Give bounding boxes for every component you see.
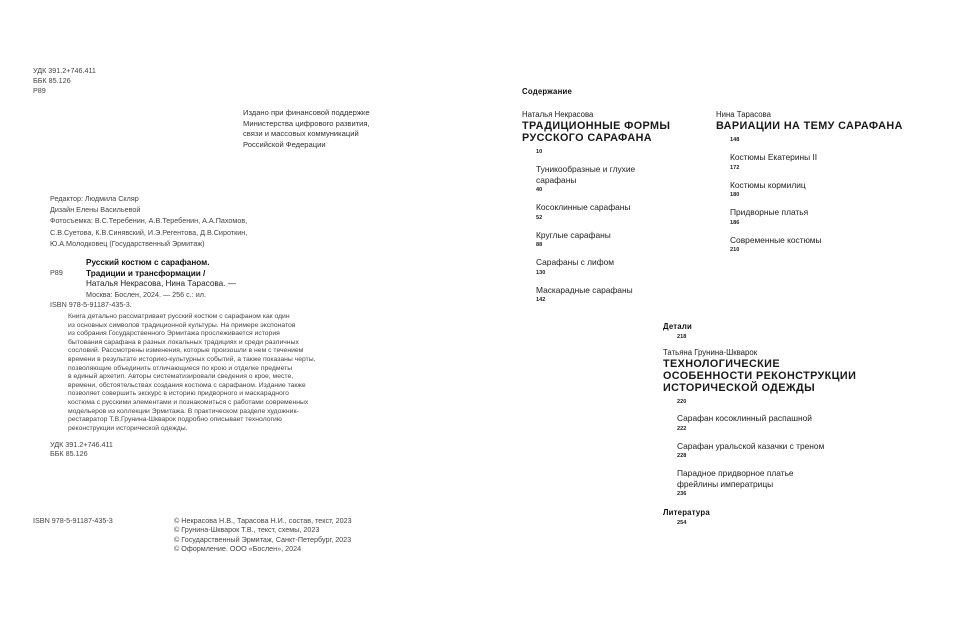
toc-literature-label: Литература xyxy=(663,508,710,517)
toc-page-number: 180 xyxy=(730,192,740,198)
toc-details[interactable] xyxy=(663,322,692,340)
isbn-bottom: ISBN 978-5-91187-435-3 xyxy=(33,516,113,525)
toc-page-number: 210 xyxy=(730,247,740,253)
toc-page-number: 130 xyxy=(536,269,546,276)
toc-page-number: 52 xyxy=(536,214,543,221)
toc-col-tarasova xyxy=(716,110,936,253)
book-record xyxy=(86,258,316,300)
copyrights xyxy=(174,516,352,554)
imprint-bottom xyxy=(50,440,113,458)
credit-photo-2: С.В.Суетова, К.В.Синявский, И.Э.Регентова, Д.В.Сироткин, xyxy=(50,227,248,237)
toc-item[interactable] xyxy=(730,152,936,171)
imprint-top xyxy=(33,66,96,96)
copyright-line: © Государственный Эрмитаж, Санкт-Петербург, 2023 xyxy=(174,534,352,544)
toc-item-label: Костюмы кормилиц xyxy=(730,179,806,190)
toc-page-number: 88 xyxy=(536,242,543,248)
toc-item-label: Сарафан уральской казачки с треном xyxy=(677,440,825,451)
toc-author: Татьяна Грунина-Шкварок xyxy=(663,348,758,357)
toc-item[interactable] xyxy=(536,230,712,249)
book-code: Р89 xyxy=(50,268,63,277)
toc-author: Наталья Некрасова xyxy=(522,110,594,119)
toc-item[interactable] xyxy=(677,441,923,460)
credit-photo-3: Ю.А.Молодковец (Государственный Эрмитаж) xyxy=(50,238,205,248)
toc-item[interactable] xyxy=(730,235,936,254)
toc-page-number: 218 xyxy=(677,334,687,340)
toc-page-number: 142 xyxy=(536,297,546,303)
toc-page-number: 148 xyxy=(730,137,740,143)
toc-item-label: Косоклинные сарафаны xyxy=(536,202,631,212)
credit-editor: Редактор: Людмила Скляр xyxy=(50,194,139,203)
isbn-mid: ISBN 978-5-91187-435-3. xyxy=(50,300,132,309)
udc-bottom: УДК 391.2+746.411 xyxy=(50,440,113,449)
toc-item[interactable] xyxy=(730,180,936,199)
toc-literature[interactable] xyxy=(663,508,710,526)
toc-author: Нина Тарасова xyxy=(716,110,771,119)
credits xyxy=(50,193,247,249)
bbk-bottom: ББК 85.126 xyxy=(50,449,88,458)
book-title: Русский костюм с сарафаном. Традиции и трансформации / xyxy=(86,258,210,278)
toc-section-title: ТРАДИЦИОННЫЕ ФОРМЫ РУССКОГО САРАФАНА xyxy=(522,120,671,144)
annotation: Книга детально рассматривает русский костюм с сарафаном как один из основных символов традиционной культуры. На примере экспонатов из собрания Государственного Эрмитажа прослеживается история бытования сарафана в разных локальных традициях и среди различных сословий. Рассмотрены изменения, которые произошли в нем с течением времени в результате историко-культурных событий, а также показаны черты, позволяющие объединить отличающиеся по крою и отделке предметы в единый архетип. Авторы систематизировали сведения о крое, месте, времени, обстоятельствах создания костюма с сарафаном. Издание также позволяет совершить экскурс в историю придворного и маскарадного костюма с русскими элементами и познакомиться с работами современных модельеров из коллекции Эрмитажа. В практическом разделе художник- реставратор Т.В.Грунина-Шкварок подробно описывает технологию реконструкции исторической одежды. xyxy=(68,313,316,432)
toc-page-number: 220 xyxy=(677,399,687,405)
toc-item[interactable] xyxy=(536,257,712,276)
book-authors: Наталья Некрасова, Нина Тарасова. — xyxy=(86,279,236,289)
credit-design: Дизайн Елены Васильевой xyxy=(50,205,141,215)
toc-item[interactable] xyxy=(536,202,712,221)
toc-item-label: Туникообразные и глухие сарафаны xyxy=(536,164,636,185)
toc-page-number: 172 xyxy=(730,164,740,171)
toc-section-title: ВАРИАЦИИ НА ТЕМУ САРАФАНА xyxy=(716,120,903,132)
toc-item-label: Придворные платья xyxy=(730,207,809,217)
toc-item[interactable] xyxy=(677,413,923,432)
toc-page-number: 254 xyxy=(677,520,687,526)
toc-page-number: 10 xyxy=(536,149,543,155)
toc-page-number: 222 xyxy=(677,425,687,432)
toc-item[interactable] xyxy=(677,468,923,497)
toc-item[interactable] xyxy=(536,164,712,193)
toc-title: Содержание xyxy=(522,87,573,96)
toc-item-label: Маскарадные сарафаны xyxy=(536,284,633,295)
toc-page-number: 40 xyxy=(536,187,543,193)
toc-item-label: Сарафаны с лифом xyxy=(536,257,615,267)
toc-col-nekrasova xyxy=(522,110,712,303)
toc-page-number: 236 xyxy=(677,491,687,497)
toc-page-number: 228 xyxy=(677,453,687,459)
copyright-line: © Грунина-Шкварок Т.В., текст, схемы, 2023 xyxy=(174,525,320,535)
toc-item[interactable] xyxy=(730,207,936,226)
toc-details-label: Детали xyxy=(663,322,692,331)
code-top: Р89 xyxy=(33,86,46,95)
toc-item[interactable] xyxy=(536,285,712,304)
funding-note: Издано при финансовой поддержке Министерства цифрового развития, связи и массовых коммуникаций Российской Федерации xyxy=(243,108,370,149)
copyright-line: © Оформление. ООО «Бослен», 2024 xyxy=(174,544,302,554)
toc-page-number: 186 xyxy=(730,219,740,226)
copyright-line: © Некрасова Н.В., Тарасова Н.И., состав, текст, 2023 xyxy=(174,516,352,525)
toc-item-label: Костюмы Екатерины II xyxy=(730,152,818,162)
toc-item-label: Сарафан косоклинный распашной xyxy=(677,413,812,423)
toc-col-grunina xyxy=(663,348,923,497)
toc-item-label: Круглые сарафаны xyxy=(536,229,611,240)
toc-item-label: Современные костюмы xyxy=(730,234,822,245)
toc-item-label: Парадное придворное платье фрейлины императрицы xyxy=(677,468,794,489)
credit-photo-1: Фотосъемка: В.С.Теребенин, А.В.Теребенин, А.А.Пахомов, xyxy=(50,216,248,226)
book-publication: Москва: Бослен, 2024. — 256 с.: ил. xyxy=(86,289,206,299)
toc-section-title: ТЕХНОЛОГИЧЕСКИЕ ОСОБЕННОСТИ РЕКОНСТРУКЦИИ ИСТОРИЧЕСКОЙ ОДЕЖДЫ xyxy=(663,358,857,394)
udc-top: УДК 391.2+746.411 xyxy=(33,66,96,75)
bbk-top: ББК 85.126 xyxy=(33,76,71,85)
